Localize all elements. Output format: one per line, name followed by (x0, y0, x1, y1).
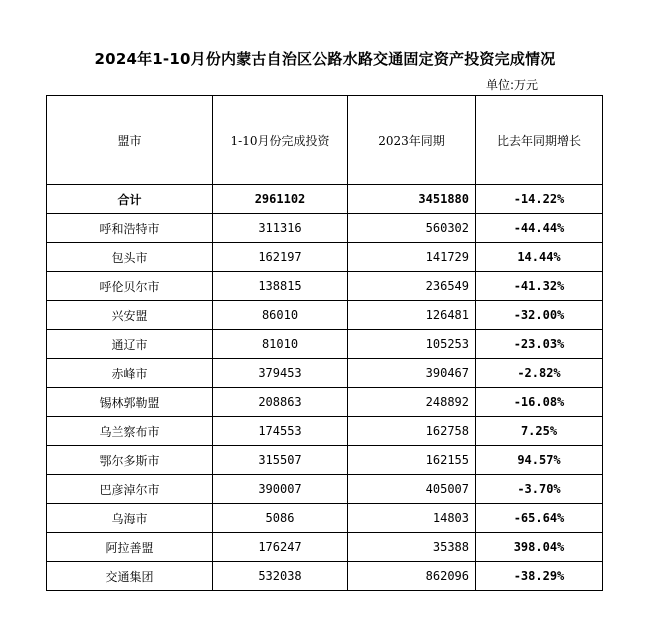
row-prior-year: 405007 (348, 475, 476, 504)
row-ytd: 390007 (213, 475, 348, 504)
document-title: 2024年1-10月份内蒙古自治区公路水路交通固定资产投资完成情况 (94, 50, 556, 68)
row-growth: -41.32% (476, 272, 603, 301)
table-body (47, 185, 603, 591)
header-yoy-growth: 比去年同期增长 (476, 96, 603, 185)
row-ytd: 162197 (213, 243, 348, 272)
row-ytd: 311316 (213, 214, 348, 243)
total-ytd: 2961102 (213, 185, 348, 214)
row-prior-year: 126481 (348, 301, 476, 330)
header-city: 盟市 (47, 96, 213, 185)
row-growth: -32.00% (476, 301, 603, 330)
row-prior-year: 141729 (348, 243, 476, 272)
row-growth: -38.29% (476, 562, 603, 591)
row-ytd: 532038 (213, 562, 348, 591)
table-row (47, 446, 603, 475)
row-city: 鄂尔多斯市 (47, 446, 213, 475)
row-city: 包头市 (47, 243, 213, 272)
header-ytd-investment: 1-10月份完成投资 (213, 96, 348, 185)
row-city: 赤峰市 (47, 359, 213, 388)
table-row (47, 417, 603, 446)
row-city: 兴安盟 (47, 301, 213, 330)
table-header (47, 96, 603, 185)
table-row (47, 301, 603, 330)
row-city: 巴彦淖尔市 (47, 475, 213, 504)
total-prior-year: 3451880 (348, 185, 476, 214)
investment-table (46, 95, 603, 591)
row-prior-year: 862096 (348, 562, 476, 591)
row-city: 阿拉善盟 (47, 533, 213, 562)
row-city: 通辽市 (47, 330, 213, 359)
row-prior-year: 14803 (348, 504, 476, 533)
row-prior-year: 162155 (348, 446, 476, 475)
row-growth: -23.03% (476, 330, 603, 359)
header-prior-year: 2023年同期 (348, 96, 476, 185)
table-row (47, 388, 603, 417)
row-ytd: 315507 (213, 446, 348, 475)
row-city: 呼伦贝尔市 (47, 272, 213, 301)
row-growth: 7.25% (476, 417, 603, 446)
table-row (47, 272, 603, 301)
row-ytd: 86010 (213, 301, 348, 330)
row-growth: -2.82% (476, 359, 603, 388)
row-prior-year: 390467 (348, 359, 476, 388)
row-ytd: 379453 (213, 359, 348, 388)
row-ytd: 176247 (213, 533, 348, 562)
row-growth: 398.04% (476, 533, 603, 562)
row-prior-year: 105253 (348, 330, 476, 359)
total-growth: -14.22% (476, 185, 603, 214)
row-city: 乌兰察布市 (47, 417, 213, 446)
row-prior-year: 248892 (348, 388, 476, 417)
table-row (47, 330, 603, 359)
table-row (47, 562, 603, 591)
table-row (47, 243, 603, 272)
row-growth: -3.70% (476, 475, 603, 504)
row-growth: 94.57% (476, 446, 603, 475)
row-ytd: 174553 (213, 417, 348, 446)
unit-label: 单位:万元 (486, 78, 539, 92)
row-ytd: 5086 (213, 504, 348, 533)
total-row (47, 185, 603, 214)
row-ytd: 138815 (213, 272, 348, 301)
table-row (47, 359, 603, 388)
total-label: 合计 (47, 185, 213, 214)
row-city: 交通集团 (47, 562, 213, 591)
row-growth: -16.08% (476, 388, 603, 417)
row-ytd: 81010 (213, 330, 348, 359)
table-row (47, 504, 603, 533)
table-row (47, 475, 603, 504)
row-prior-year: 236549 (348, 272, 476, 301)
row-growth: -65.64% (476, 504, 603, 533)
row-growth: -44.44% (476, 214, 603, 243)
row-ytd: 208863 (213, 388, 348, 417)
table-row (47, 533, 603, 562)
header-row (47, 96, 603, 185)
row-prior-year: 162758 (348, 417, 476, 446)
row-prior-year: 560302 (348, 214, 476, 243)
row-city: 乌海市 (47, 504, 213, 533)
row-city: 呼和浩特市 (47, 214, 213, 243)
table-row (47, 214, 603, 243)
row-city: 锡林郭勒盟 (47, 388, 213, 417)
row-prior-year: 35388 (348, 533, 476, 562)
row-growth: 14.44% (476, 243, 603, 272)
